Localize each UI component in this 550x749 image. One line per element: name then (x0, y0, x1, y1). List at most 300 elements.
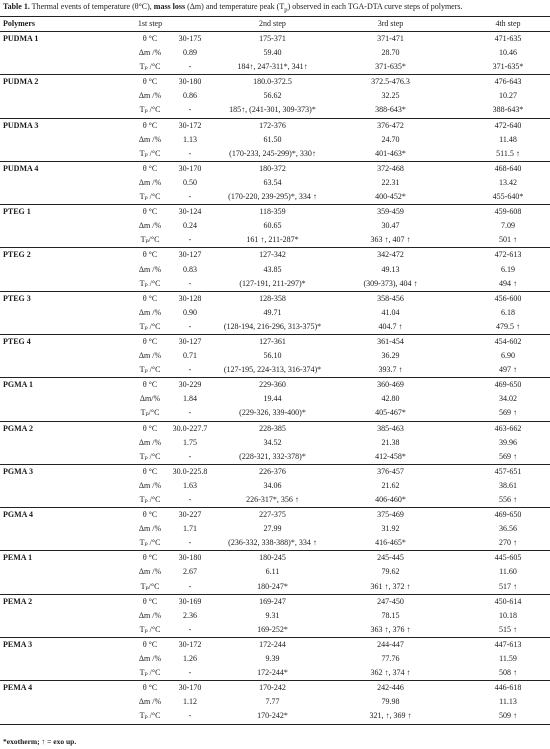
cell-step-2: 118-359 (259, 207, 286, 217)
cell-step-3: 416-465* (375, 538, 406, 548)
cell-param: Tₚ /°C (139, 148, 161, 158)
cell-step-1: 30-227 (178, 510, 202, 520)
polymer-group (0, 75, 550, 118)
cell-step-3: 247-450 (377, 596, 404, 606)
table-row (0, 652, 550, 666)
cell-param: Δm /% (138, 524, 162, 534)
cell-step-1: - (188, 451, 192, 461)
cell-param: Δm /% (138, 567, 162, 577)
cell-step-4: 469-650 (494, 510, 522, 520)
cell-step-2: 34.06 (263, 480, 282, 490)
cell-step-3: 400-452* (375, 192, 406, 202)
polymer-name: PUDMA 1 (3, 34, 39, 43)
cell-step-4: 472-640 (494, 120, 522, 130)
cell-step-2: 170-242 (259, 683, 286, 693)
cell-step-1: 1.13 (183, 134, 197, 144)
cell-step-3: 363 ↑, 376 ↑ (370, 624, 411, 634)
cell-param: Δm /% (138, 48, 162, 58)
cell-step-1: - (188, 538, 192, 548)
polymer-group (0, 292, 550, 335)
cell-step-4: 445-605 (494, 553, 522, 563)
cell-step-2: 127-361 (259, 336, 286, 346)
cell-param: θ °C (142, 596, 158, 606)
cell-step-4: 471-635 (494, 34, 522, 43)
polymer-name: PTEG 2 (3, 250, 31, 260)
table-row (0, 306, 550, 320)
cell-step-1: 30-170 (178, 683, 202, 693)
cell-step-4: 447-613 (494, 639, 522, 649)
table-row (0, 277, 550, 291)
table-row (0, 147, 550, 161)
cell-step-3: 242-446 (377, 683, 404, 693)
cell-step-1: 30.0-225.8 (172, 466, 208, 476)
cell-step-4: 11.60 (499, 567, 517, 577)
cell-step-3: 372-468 (377, 163, 404, 173)
polymer-name: PEMA 3 (3, 639, 33, 649)
cell-step-4: 556 ↑ (499, 495, 517, 504)
cell-step-2: (127-191, 211-297)* (239, 278, 306, 288)
cell-step-2: 172-244* (257, 668, 288, 678)
cell-step-2: (229-326, 339-400)* (239, 408, 306, 418)
cell-step-4: 36.56 (499, 524, 517, 534)
cell-step-3: 363 ↑, 407 ↑ (370, 235, 411, 245)
cell-param: Δm /% (138, 654, 162, 664)
cell-param: θ °C (142, 250, 158, 260)
header-step-4: 4th step (495, 19, 521, 28)
table-row (0, 363, 550, 377)
cell-step-3: 361 ↑, 372 ↑ (370, 581, 411, 591)
cell-param: Δm /% (138, 134, 162, 144)
polymer-name: PTEG 3 (3, 293, 31, 303)
polymer-name: PGMA 4 (3, 510, 33, 520)
table-row (0, 248, 550, 262)
cell-step-3: 360-469 (377, 380, 404, 390)
cell-step-2: 170-242* (257, 711, 288, 721)
table-row (0, 666, 550, 680)
cell-param: Δm /% (138, 264, 162, 274)
cell-step-3: 77.76 (381, 654, 400, 664)
polymer-group (0, 465, 550, 508)
cell-step-1: 1.71 (183, 524, 197, 534)
cell-step-4: 501 ↑ (499, 235, 517, 245)
cell-param: Tₚ /°C (139, 105, 161, 115)
cell-step-2: (236-332, 338-388)*, 334 ↑ (228, 538, 317, 548)
cell-step-3: 321, ↑, 369 ↑ (369, 711, 412, 721)
cell-step-4: 7.09 (501, 221, 515, 231)
table-row (0, 450, 550, 464)
caption-lead: Table 1. (3, 2, 30, 11)
cell-param: θ °C (142, 77, 158, 87)
cell-param: Tₚ /°C (139, 624, 161, 634)
cell-step-3: 371-471 (377, 34, 404, 43)
header-step-1: 1st step (137, 19, 163, 28)
cell-step-4: 13.42 (499, 177, 517, 187)
cell-step-4: 517 ↑ (499, 581, 517, 591)
polymer-name: PEMA 4 (3, 683, 33, 693)
table-row (0, 219, 550, 233)
cell-step-4: 515 ↑ (499, 624, 517, 634)
table-row (0, 89, 550, 103)
cell-step-4: 446-618 (494, 683, 522, 693)
cell-step-2: 180-247* (257, 581, 288, 591)
polymer-group (0, 32, 550, 75)
cell-param: Tₚ /°C (139, 192, 161, 202)
cell-step-1: - (188, 711, 192, 721)
cell-param: Tₚ /°C (139, 278, 161, 288)
cell-param: θ °C (142, 120, 158, 130)
cell-step-3: 412-458* (375, 451, 406, 461)
cell-step-4: 10.18 (499, 610, 517, 620)
cell-step-4: 468-640 (494, 163, 522, 173)
header-step-3: 3rd step (377, 19, 404, 28)
table-row (0, 422, 550, 436)
polymer-group (0, 508, 550, 551)
cell-param: θ °C (142, 293, 158, 303)
cell-param: θ °C (142, 510, 158, 520)
cell-step-3: 49.13 (381, 264, 400, 274)
cell-step-4: 508 ↑ (499, 668, 517, 678)
table-row (0, 392, 550, 406)
cell-step-1: - (188, 105, 192, 115)
cell-param: Tₚ /°C (139, 62, 161, 72)
cell-step-1: - (188, 321, 192, 331)
cell-step-1: - (188, 624, 192, 634)
table-row (0, 508, 550, 522)
cell-param: Δm /% (138, 610, 162, 620)
cell-step-1: 1.84 (183, 394, 197, 404)
cell-param: Δm /% (138, 221, 162, 231)
table-row (0, 522, 550, 536)
table-row (0, 162, 550, 176)
caption-bold: mass loss (153, 2, 186, 11)
cell-step-2: 56.62 (263, 91, 282, 101)
polymer-name: PUDMA 2 (3, 77, 39, 87)
cell-step-3: 406-460* (375, 495, 406, 504)
table-row (0, 623, 550, 637)
cell-step-2: 169-247 (259, 596, 286, 606)
cell-step-3: 401-463* (375, 148, 406, 158)
cell-step-3: 404.7 ↑ (378, 321, 403, 331)
cell-step-1: - (188, 192, 192, 202)
table-row (0, 320, 550, 334)
table-row (0, 190, 550, 204)
thermal-events-table (0, 16, 550, 725)
table-row (0, 479, 550, 493)
cell-step-4: 34.02 (499, 394, 517, 404)
polymer-group (0, 162, 550, 205)
table-row (0, 595, 550, 609)
polymer-name: PUDMA 4 (3, 163, 39, 173)
polymer-name: PEMA 1 (3, 553, 33, 563)
cell-step-4: 472-613 (494, 250, 522, 260)
cell-step-1: 1.63 (183, 480, 197, 490)
cell-step-3: 359-459 (377, 207, 404, 217)
cell-step-1: 30-127 (178, 250, 202, 260)
cell-step-2: 172-376 (259, 120, 286, 130)
cell-param: θ °C (142, 34, 158, 43)
cell-step-4: 511.5 ↑ (496, 148, 520, 158)
cell-param: Δm /% (138, 351, 162, 361)
table-row (0, 205, 550, 219)
cell-step-4: 39.96 (499, 437, 517, 447)
cell-param: Tₚ/°C (140, 408, 160, 418)
cell-step-4: 463-662 (494, 423, 522, 433)
table-row (0, 335, 550, 349)
cell-step-2: 227-375 (259, 510, 286, 520)
cell-param: θ °C (142, 639, 158, 649)
cell-param: Δm /% (138, 91, 162, 101)
cell-step-2: 175-371 (259, 34, 286, 43)
cell-param: θ °C (142, 336, 158, 346)
table-row (0, 436, 550, 450)
cell-step-3: 361-454 (377, 336, 404, 346)
cell-step-2: 226-376 (259, 466, 286, 476)
cell-step-4: 11.48 (499, 134, 517, 144)
cell-step-3: 342-472 (377, 250, 404, 260)
cell-param: θ °C (142, 380, 158, 390)
cell-param: Tₚ /°C (139, 451, 161, 461)
table-row (0, 609, 550, 623)
cell-param: Tₚ /°C (139, 538, 161, 548)
cell-step-1: 0.50 (183, 177, 197, 187)
cell-step-4: 494 ↑ (499, 278, 517, 288)
cell-step-2: 6.11 (265, 567, 280, 577)
cell-step-3: 31.92 (381, 524, 400, 534)
cell-param: Tₚ/°C (140, 581, 160, 591)
cell-step-1: 2.36 (183, 610, 197, 620)
cell-param: θ °C (142, 553, 158, 563)
table-row (0, 695, 550, 709)
cell-param: Δm /% (138, 697, 162, 707)
cell-step-1: 30-172 (178, 639, 202, 649)
table-row (0, 536, 550, 550)
table-caption (3, 2, 548, 16)
cell-param: Δm /% (138, 307, 162, 317)
cell-step-1: 30-172 (178, 120, 202, 130)
cell-param: Δm /% (138, 437, 162, 447)
polymer-name: PGMA 1 (3, 380, 33, 390)
cell-step-2: 226-317*, 356 ↑ (246, 495, 299, 504)
cell-step-3: 358-456 (377, 293, 404, 303)
cell-step-2: 184↑, 247-311*, 341↑ (237, 62, 308, 72)
cell-step-1: 2.67 (183, 567, 197, 577)
cell-step-1: 30-180 (178, 553, 202, 563)
cell-step-4: 10.27 (499, 91, 517, 101)
cell-step-3: 21.38 (381, 437, 400, 447)
cell-step-4: 6.18 (501, 307, 515, 317)
cell-step-1: 30-169 (178, 596, 202, 606)
cell-step-3: 385-463 (377, 423, 404, 433)
cell-param: Tₚ /°C (139, 321, 161, 331)
cell-step-3: 24.70 (381, 134, 400, 144)
cell-step-2: 229-360 (259, 380, 286, 390)
cell-step-3: 79.98 (381, 697, 400, 707)
cell-step-1: - (188, 408, 192, 418)
cell-step-4: 270 ↑ (499, 538, 517, 548)
cell-step-1: - (188, 148, 192, 158)
cell-step-4: 456-600 (494, 293, 522, 303)
table-header-row (0, 16, 550, 32)
caption-part3: ) observed in each TGA-DTA curve steps of polymers. (287, 2, 463, 11)
cell-step-2: 9.39 (265, 654, 280, 664)
table-row (0, 378, 550, 392)
cell-step-4: 479.5 ↑ (496, 321, 520, 331)
header-step-2: 2nd step (259, 19, 286, 28)
polymer-group (0, 119, 550, 162)
cell-step-2: 63.54 (263, 177, 282, 187)
cell-param: Tₚ /°C (139, 495, 161, 504)
cell-step-2: 49.71 (263, 307, 282, 317)
cell-step-3: 42.80 (381, 394, 400, 404)
table-row (0, 580, 550, 594)
cell-step-3: (309-373), 404 ↑ (363, 278, 418, 288)
table-row (0, 75, 550, 89)
cell-step-4: 569 ↑ (499, 408, 517, 418)
cell-step-2: 9.31 (265, 610, 280, 620)
cell-step-1: 30-170 (178, 163, 202, 173)
cell-step-1: 0.86 (183, 91, 197, 101)
cell-param: θ °C (142, 683, 158, 693)
cell-step-4: 455-640* (492, 192, 524, 202)
cell-step-2: 228-385 (259, 423, 286, 433)
cell-step-2: 185↑, (241-301, 309-373)* (229, 105, 316, 115)
polymer-group (0, 681, 550, 724)
cell-step-2: 59.40 (263, 48, 282, 58)
cell-step-2: (170-233, 245-299)*, 330↑ (229, 148, 316, 158)
cell-step-2: (228-321, 332-378)* (239, 451, 306, 461)
cell-step-1: - (188, 581, 192, 591)
polymer-group (0, 335, 550, 378)
cell-step-3: 28.70 (381, 48, 400, 58)
polymer-name: PTEG 4 (3, 336, 31, 346)
polymer-group (0, 638, 550, 681)
table-row (0, 103, 550, 117)
table-row (0, 233, 550, 247)
cell-step-2: 127-342 (259, 250, 286, 260)
cell-step-3: 376-472 (377, 120, 404, 130)
cell-step-2: 128-358 (259, 293, 286, 303)
cell-step-1: 30-127 (178, 336, 202, 346)
table-row (0, 493, 550, 507)
cell-step-2: 172-244 (259, 639, 286, 649)
cell-step-3: 21.62 (381, 480, 400, 490)
polymer-group (0, 422, 550, 465)
table-row (0, 709, 550, 723)
cell-step-3: 36.29 (381, 351, 400, 361)
cell-step-1: 1.75 (183, 437, 197, 447)
cell-step-3: 375-469 (377, 510, 404, 520)
cell-step-4: 11.13 (499, 697, 517, 707)
table-footnote: *exotherm; ↑ = exo up. (3, 737, 77, 746)
cell-step-2: (127-195, 224-313, 316-374)* (223, 365, 322, 375)
cell-step-3: 78.15 (381, 610, 400, 620)
cell-param: Tₚ /°C (139, 668, 161, 678)
table-row (0, 551, 550, 565)
cell-step-1: - (188, 365, 192, 375)
polymer-name: PUDMA 3 (3, 120, 39, 130)
cell-step-2: 60.65 (263, 221, 282, 231)
cell-param: Δm/% (139, 394, 161, 404)
cell-step-1: - (188, 62, 192, 72)
cell-step-3: 79.62 (381, 567, 400, 577)
cell-step-3: 245-445 (377, 553, 404, 563)
cell-step-1: - (188, 235, 192, 245)
table-row (0, 32, 550, 46)
polymer-name: PEMA 2 (3, 596, 33, 606)
table-row (0, 263, 550, 277)
polymer-group (0, 551, 550, 594)
caption-sub: p (284, 6, 288, 14)
cell-step-1: - (188, 495, 192, 504)
cell-step-4: 11.59 (499, 654, 517, 664)
cell-step-2: 27.99 (263, 524, 282, 534)
cell-step-4: 469-650 (494, 380, 522, 390)
cell-step-2: 7.77 (265, 697, 280, 707)
cell-step-4: 450-614 (494, 596, 522, 606)
table-row (0, 133, 550, 147)
cell-step-3: 376-457 (377, 466, 404, 476)
polymer-group (0, 248, 550, 291)
cell-param: θ °C (142, 466, 158, 476)
polymer-name: PGMA 3 (3, 466, 33, 476)
cell-param: Δm /% (138, 480, 162, 490)
cell-step-4: 457-651 (494, 466, 522, 476)
cell-step-1: 0.90 (183, 307, 197, 317)
table-row (0, 46, 550, 60)
cell-param: θ °C (142, 423, 158, 433)
cell-step-2: 169-252* (257, 624, 288, 634)
table-row (0, 406, 550, 420)
cell-step-1: 0.89 (183, 48, 197, 58)
table-row (0, 681, 550, 695)
cell-param: Tₚ /°C (139, 711, 161, 721)
cell-step-1: - (188, 278, 192, 288)
cell-step-4: 371-635* (492, 62, 524, 72)
cell-step-3: 371-635* (375, 62, 406, 72)
cell-step-2: 56.10 (263, 351, 282, 361)
cell-step-3: 244-447 (377, 639, 404, 649)
cell-step-4: 509 ↑ (499, 711, 517, 721)
cell-step-3: 405-467* (375, 408, 406, 418)
cell-step-4: 38.61 (499, 480, 517, 490)
table-row (0, 349, 550, 363)
cell-step-2: (170-220, 239-295)*, 334 ↑ (228, 192, 317, 202)
cell-step-1: 1.12 (183, 697, 197, 707)
table-row (0, 638, 550, 652)
cell-step-2: 180.0-372.5 (253, 77, 292, 87)
cell-step-1: 30-180 (178, 77, 202, 87)
polymer-group (0, 378, 550, 421)
cell-step-1: 30-124 (178, 207, 202, 217)
cell-step-1: 30.0-227.7 (172, 423, 208, 433)
table-row (0, 465, 550, 479)
cell-step-2: 61.50 (263, 134, 282, 144)
cell-step-3: 30.47 (381, 221, 400, 231)
cell-step-3: 32.25 (381, 91, 400, 101)
cell-step-1: 30-229 (178, 380, 202, 390)
table-row (0, 565, 550, 579)
cell-step-2: 180-372 (259, 163, 286, 173)
cell-step-1: 0.83 (183, 264, 197, 274)
cell-step-3: 362 ↑, 374 ↑ (370, 668, 411, 678)
cell-step-2: 19.44 (263, 394, 282, 404)
cell-param: Tₚ /°C (139, 365, 161, 375)
cell-param: Tₚ/°C (140, 235, 160, 245)
cell-step-1: - (188, 668, 192, 678)
cell-step-4: 6.19 (501, 264, 515, 274)
cell-step-3: 393.7 ↑ (378, 365, 403, 375)
cell-step-2: 161 ↑, 211-287* (246, 235, 299, 245)
